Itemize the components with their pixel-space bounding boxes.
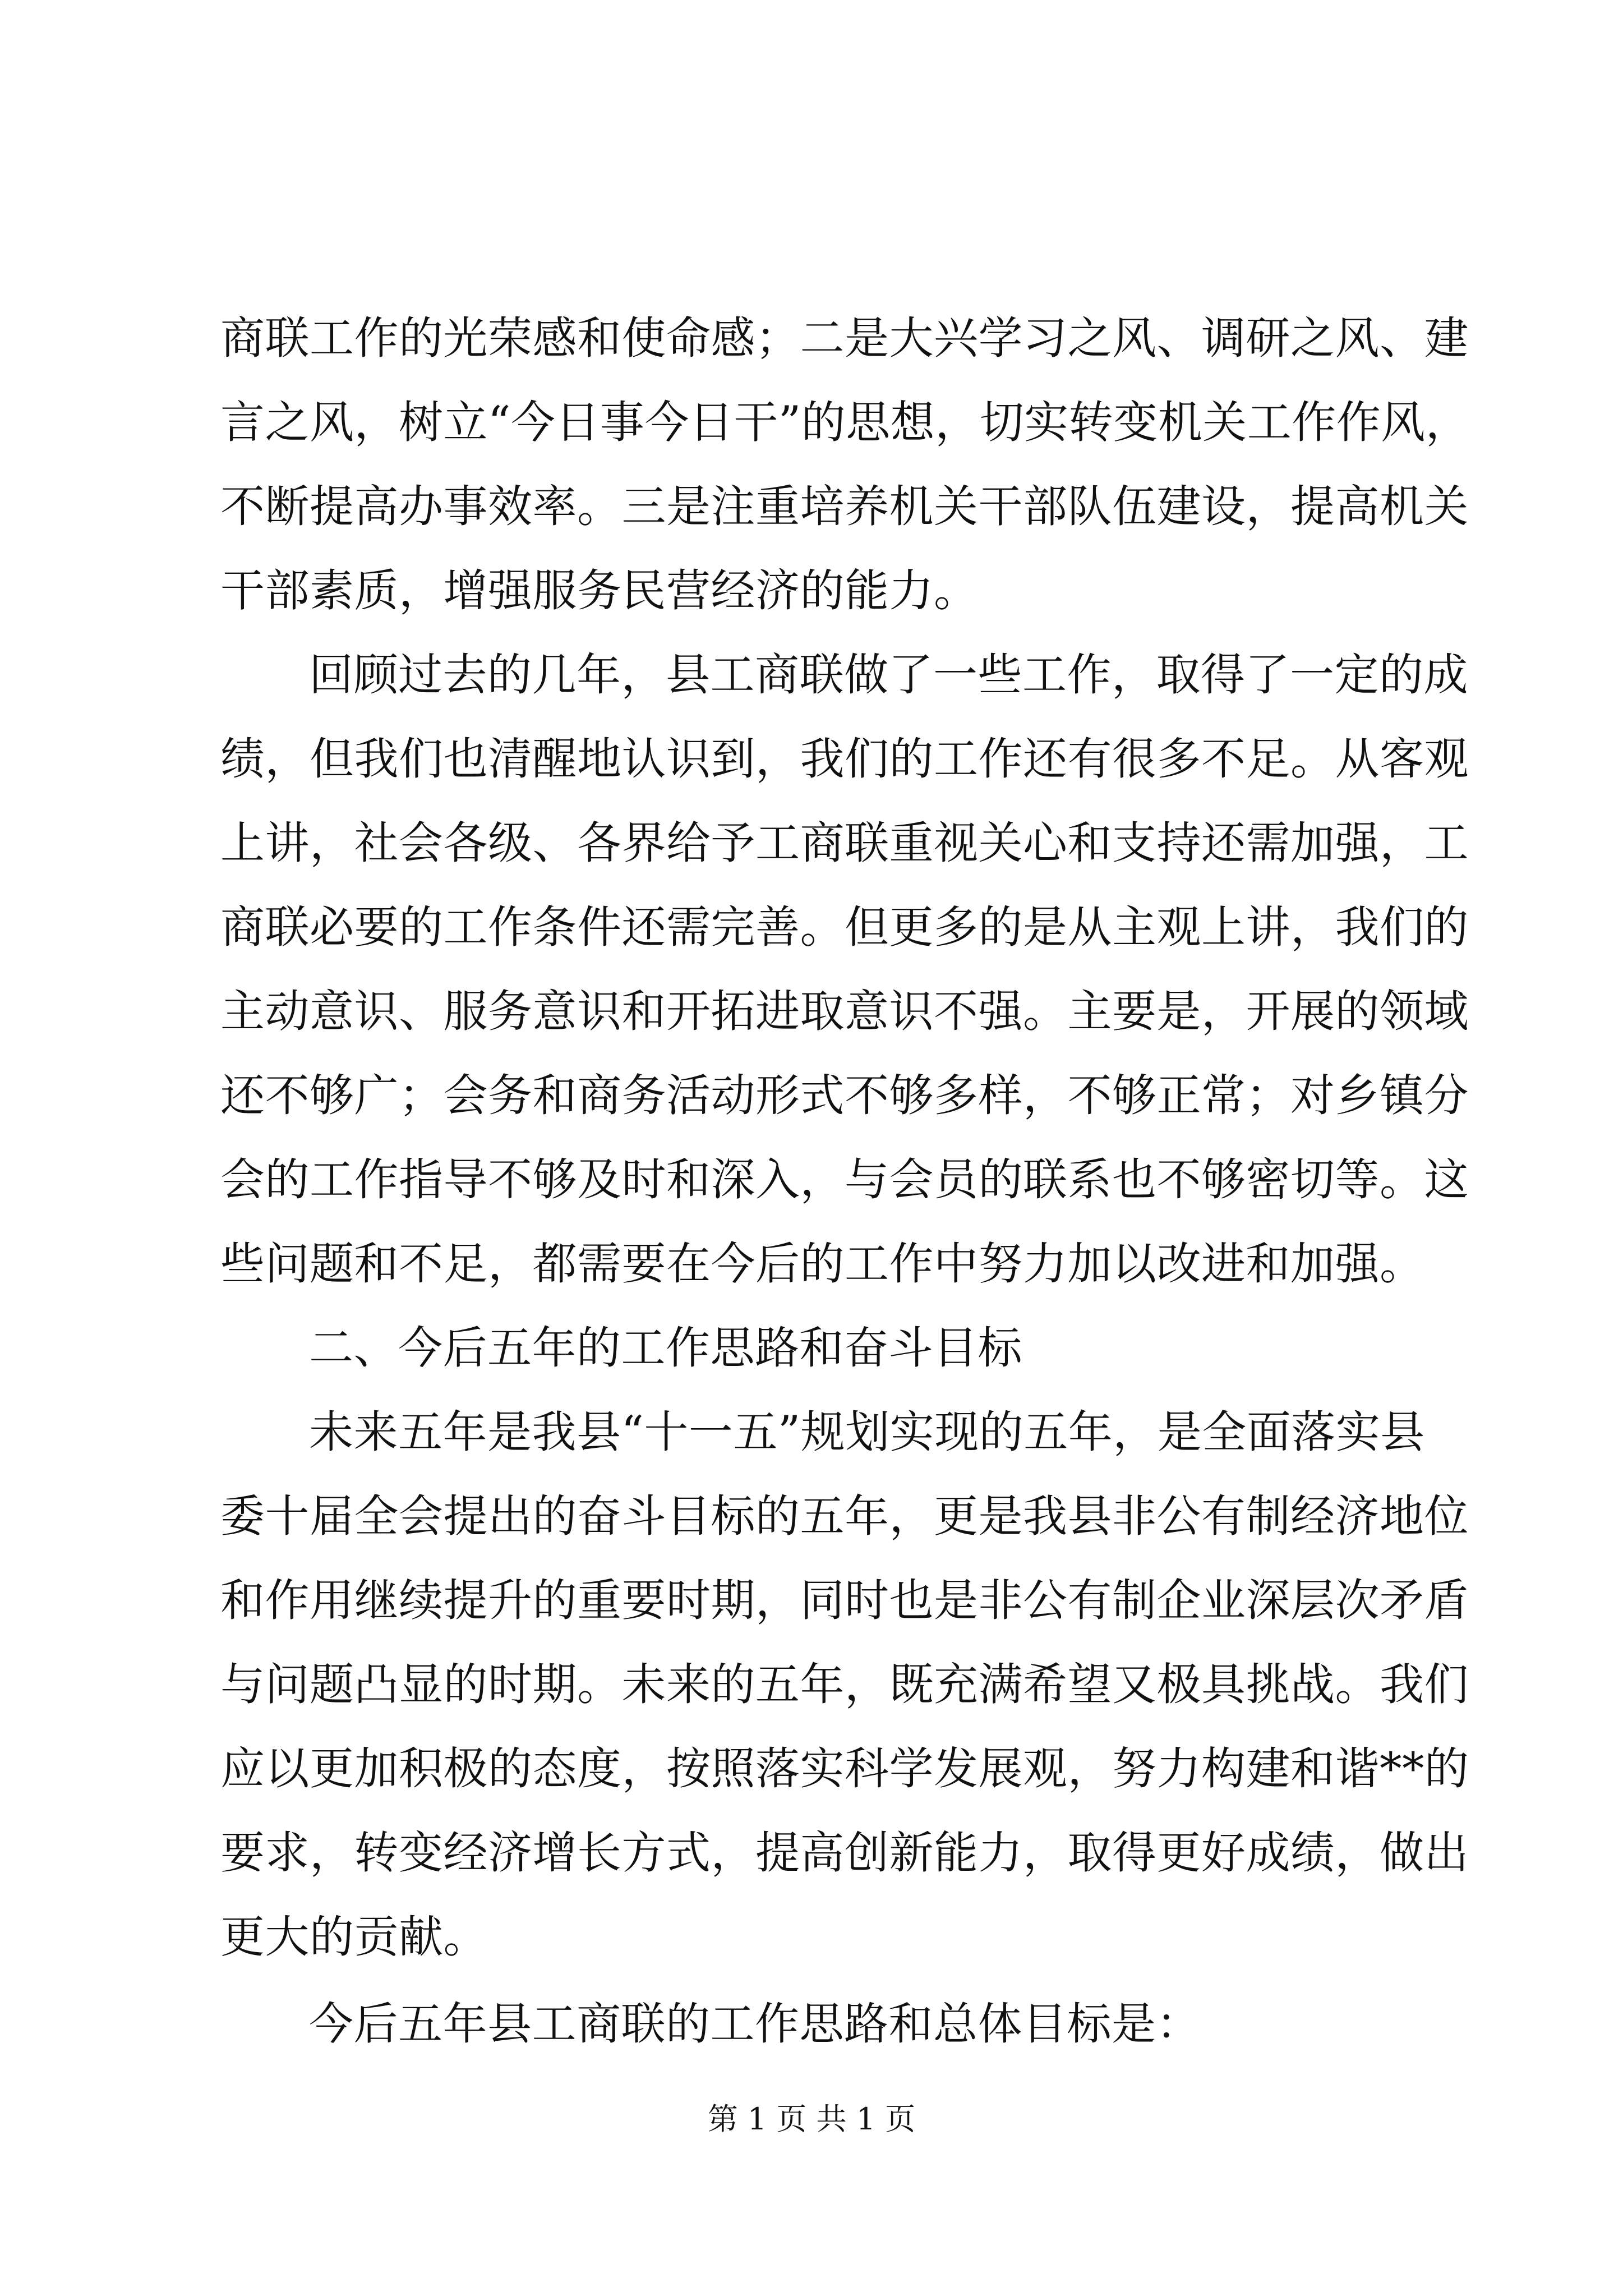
paragraph-start: 回顾过去的几年，县工商联做了一些工作，取得了一定的成 — [309, 649, 1468, 701]
text-line: 委十届全会提出的奋斗目标的五年，更是我县非公有制经济地位 — [220, 1490, 1469, 1542]
text-line: 言之风，树立“今日事今日干”的思想，切实转变机关工作作风， — [220, 397, 1470, 448]
text-line: 商联必要的工作条件还需完善。但更多的是从主观上讲，我们的 — [220, 901, 1469, 953]
text-line: 上讲，社会各级、各界给予工商联重视关心和支持还需加强，工 — [220, 817, 1469, 869]
text-line: 不断提高办事效率。三是注重培养机关干部队伍建设，提高机关 — [220, 481, 1469, 532]
page-footer: 第 1 页 共 1 页 — [707, 2101, 916, 2137]
paragraph-start: 未来五年是我县“十一五”规划实现的五年，是全面落实县 — [309, 1406, 1425, 1458]
text-line: 些问题和不足，都需要在今后的工作中努力加以改进和加强。 — [220, 1238, 1424, 1290]
text-line: 更大的贡献。 — [220, 1911, 488, 1963]
text-line: 干部素质，增强服务民营经济的能力。 — [220, 565, 979, 616]
text-line: 与问题凸显的时期。未来的五年，既充满希望又极具挑战。我们 — [220, 1659, 1469, 1710]
text-line: 主动意识、服务意识和开拓进取意识不强。主要是，开展的领域 — [220, 986, 1469, 1037]
text-line: 要求，转变经济增长方式，提高创新能力，取得更好成绩，做出 — [220, 1827, 1469, 1879]
paragraph-start: 今后五年县工商联的工作思路和总体目标是： — [309, 1998, 1201, 2050]
section-heading: 二、今后五年的工作思路和奋斗目标 — [309, 1322, 1022, 1374]
text-line: 和作用继续提升的重要时期，同时也是非公有制企业深层次矛盾 — [220, 1575, 1469, 1626]
text-line: 绩，但我们也清醒地认识到，我们的工作还有很多不足。从客观 — [220, 733, 1469, 785]
text-line: 应以更加积极的态度，按照落实科学发展观，努力构建和谐**的 — [220, 1743, 1469, 1795]
text-line: 还不够广；会务和商务活动形式不够多样，不够正常；对乡镇分 — [220, 1070, 1469, 1121]
text-line: 商联工作的光荣感和使命感；二是大兴学习之风、调研之风、建 — [220, 312, 1469, 364]
text-line: 会的工作指导不够及时和深入，与会员的联系也不够密切等。这 — [220, 1154, 1469, 1205]
